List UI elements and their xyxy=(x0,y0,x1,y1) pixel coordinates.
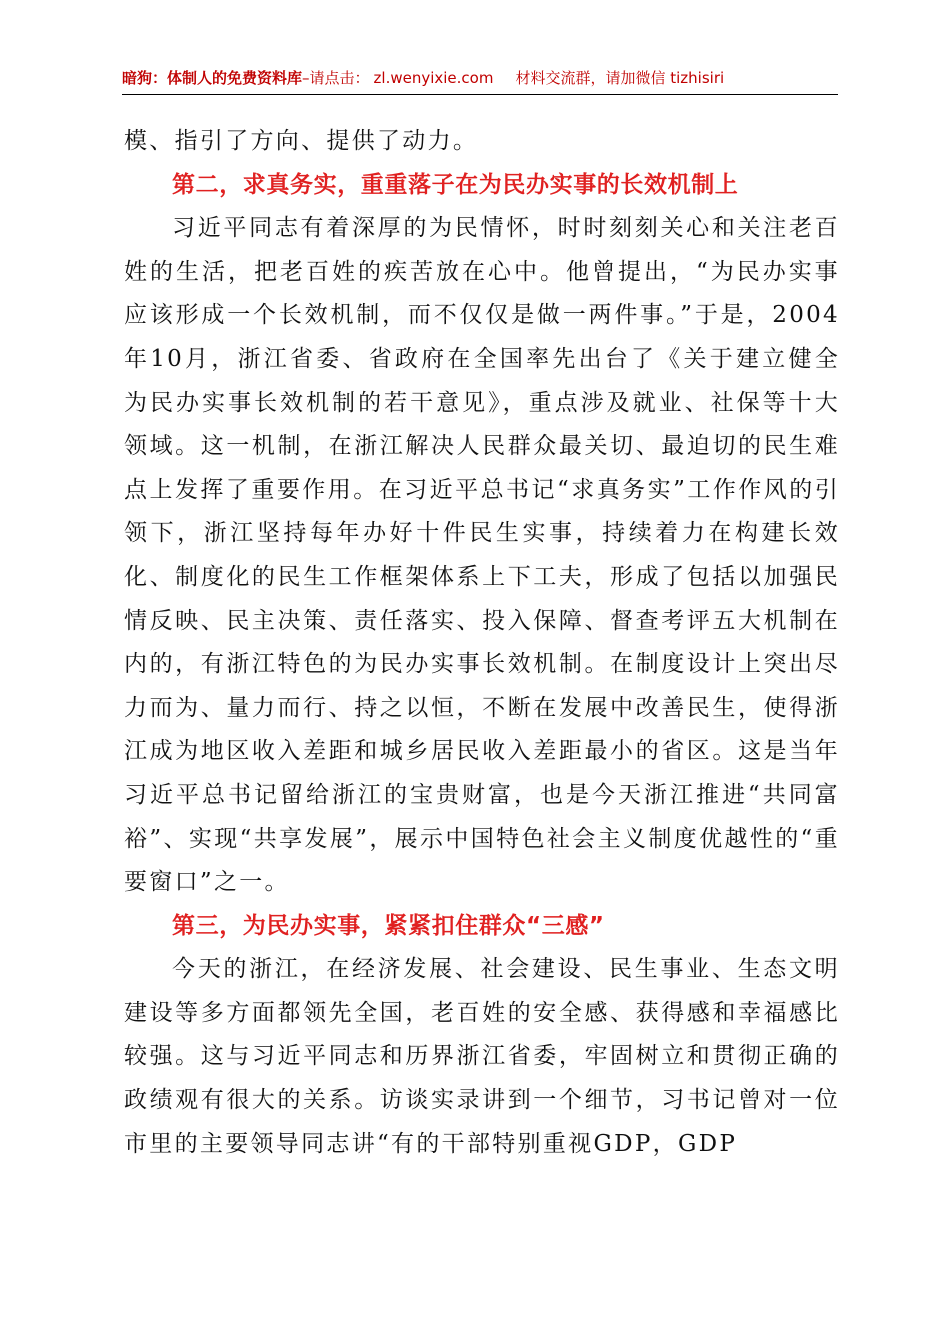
header-divider xyxy=(122,94,838,95)
section-heading-2: 第二，求真务实，重重落子在为民办实事的长效机制上 xyxy=(172,171,739,198)
header-link-prefix: –请点击： xyxy=(302,69,370,87)
paragraph-continuation: 模、指引了方向、提供了动力。 xyxy=(124,128,479,154)
paragraph-2: 今天的浙江，在经济发展、社会建设、民生事业、生态文明建设等多方面都领先全国，老百姓的安全感、获得感和幸福感比较强。这与习近平同志和历界浙江省委，牢固树立和贯彻正确的政绩观有很大的关系。访谈实录讲到一个细节，习书记曾对一位市里的主要领导同志讲“有的干部特别重视GDP，GDP xyxy=(124,956,840,1157)
header-link[interactable]: zl.wenyixie.com xyxy=(373,69,494,87)
header-group-info: 材料交流群，请加微信 tizhisiri xyxy=(515,69,725,87)
page-header xyxy=(122,66,838,90)
section-heading-3: 第三，为民办实事，紧紧扣住群众“三感” xyxy=(172,912,605,939)
header-title: 暗狗：体制人的免费资料库 xyxy=(122,69,303,87)
paragraph-1: 习近平同志有着深厚的为民情怀，时时刻刻关心和关注老百姓的生活，把老百姓的疾苦放在心中。他曾提出，“为民办实事应该形成一个长效机制，而不仅仅是做一两件事。”于是，2004年10月，浙江省委、省政府在全国率先出台了《关于建立健全为民办实事长效机制的若干意见》，重点涉及就业、社保等十大领域。这一机制，在浙江解决人民群众最关切、最迫切的民生难点上发挥了重要作用。在习近平总书记“求真务实”工作作风的引领下，浙江坚持每年办好十件民生实事，持续着力在构建长效化、制度化的民生工作框架体系上下工夫，形成了包括以加强民情反映、民主决策、责任落实、投入保障、督查考评五大机制在内的，有浙江特色的为民办实事长效机制。在制度设计上突出尽力而为、量力而行、持之以恒，不断在发展中改善民生，使得浙江成为地区收入差距和城乡居民收入差距最小的省区。这是当年习近平总书记留给浙江的宝贵财富，也是今天浙江推进“共同富裕”、实现“共享发展”，展示中国特色社会主义制度优越性的“重要窗口”之一。 xyxy=(124,215,840,896)
document-body xyxy=(124,120,840,1166)
